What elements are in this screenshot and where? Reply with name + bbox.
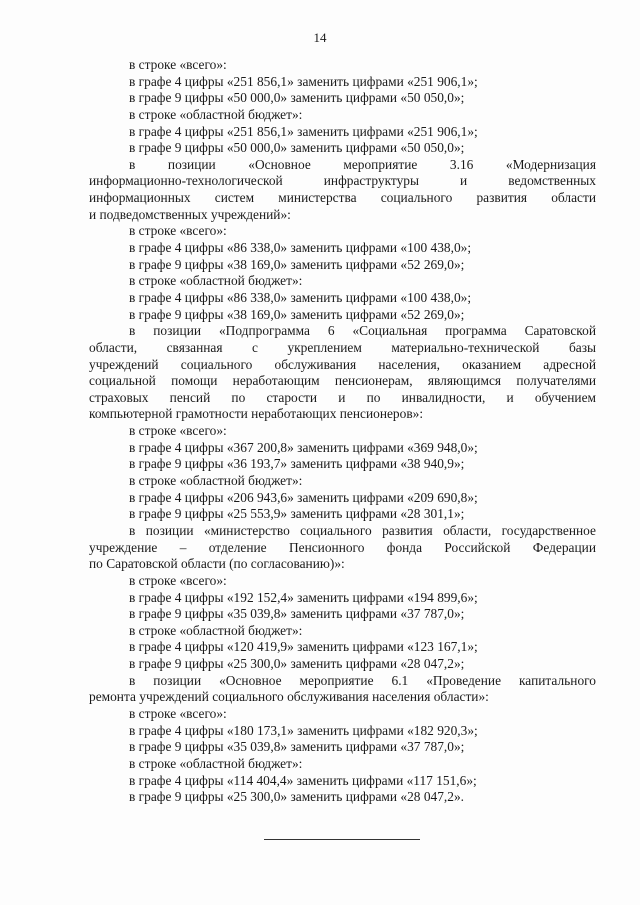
text-line: в строке «всего»: xyxy=(129,57,227,72)
text-line: страховых пенсий по старости и по инвалидности, и обучением xyxy=(89,389,596,405)
text-line: в графе 9 цифры «25 300,0» заменить цифрами «28 047,2»; xyxy=(129,656,465,672)
text-line: в графе 4 цифры «192 152,4» заменить цифрами «194 899,6»; xyxy=(129,589,478,605)
text-line: учреждение – отделение Пенсионного фонда Российской Федерации xyxy=(89,539,596,555)
text-line: информационных систем министерства социального развития области xyxy=(89,190,596,206)
text-line: и подведомственных учреждений»: xyxy=(89,206,291,222)
text-line: в графе 9 цифры «38 169,0» заменить цифрами «52 269,0»; xyxy=(129,306,465,322)
text-line: в позиции «Подпрограмма 6 «Социальная программа Саратовской xyxy=(129,323,596,339)
text-line: информационно-технологической инфраструктуры и ведомственных xyxy=(89,173,596,189)
text-line: в строке «всего»: xyxy=(129,423,227,439)
text-line: в строке «всего»: xyxy=(129,223,227,239)
text-line: в строке «областной бюджет»: xyxy=(129,473,303,489)
text-line: области, связанная с укреплением материально-технической базы xyxy=(89,339,596,355)
text-line: в строке «областной бюджет»: xyxy=(129,106,303,122)
text-line: по Саратовской области (по согласованию)»: xyxy=(89,556,345,572)
text-line: в графе 4 цифры «114 404,4» заменить цифрами «117 151,6»; xyxy=(129,772,477,788)
text-line: в строке «областной бюджет»: xyxy=(129,755,303,771)
text-line: социальной помощи неработающим пенсионерам, являющимся получателями xyxy=(89,373,596,389)
text-line: в графе 4 цифры «120 419,9» заменить цифрами «123 167,1»; xyxy=(129,639,478,655)
text-line: в графе 9 цифры «25 553,9» заменить цифрами «28 301,1»; xyxy=(129,506,465,522)
text-line: в графе 4 цифры «180 173,1» заменить цифрами «182 920,3»; xyxy=(129,722,478,738)
text-line: в строке «всего»: xyxy=(129,572,227,588)
text-line: в графе 9 цифры «50 000,0» заменить цифрами «50 050,0»; xyxy=(129,140,465,156)
text-line: компьютерной грамотности неработающих пенсионеров»: xyxy=(89,406,424,422)
text-line: в графе 4 цифры «206 943,6» заменить цифрами «209 690,8»; xyxy=(129,489,478,505)
text-line: в графе 4 цифры «251 856,1» заменить цифрами «251 906,1»; xyxy=(129,73,478,89)
text-line: в графе 9 цифры «36 193,7» заменить цифрами «38 940,9»; xyxy=(129,456,465,472)
text-line: в позиции «министерство социального развития области, государственное xyxy=(129,522,596,538)
document-body xyxy=(89,57,596,806)
page-number: 14 xyxy=(313,30,327,45)
text-line: в строке «областной бюджет»: xyxy=(129,273,303,289)
text-line: в графе 9 цифры «35 039,8» заменить цифрами «37 787,0»; xyxy=(129,606,465,622)
text-line: в графе 4 цифры «251 856,1» заменить цифрами «251 906,1»; xyxy=(129,123,478,139)
text-line: в позиции «Основное мероприятие 6.1 «Проведение капитального xyxy=(129,672,596,688)
text-line: в графе 4 цифры «367 200,8» заменить цифрами «369 948,0»; xyxy=(129,439,478,455)
end-of-text-rule xyxy=(264,839,420,840)
text-line: в графе 9 цифры «50 000,0» заменить цифрами «50 050,0»; xyxy=(129,90,465,106)
text-line: в позиции «Основное мероприятие 3.16 «Модернизация xyxy=(129,156,596,172)
text-line: ремонта учреждений социального обслуживания населения области»: xyxy=(89,689,489,705)
text-line: в графе 4 цифры «86 338,0» заменить цифрами «100 438,0»; xyxy=(129,240,472,256)
text-line: в графе 9 цифры «25 300,0» заменить цифрами «28 047,2». xyxy=(129,789,464,805)
text-line: в строке «областной бюджет»: xyxy=(129,622,303,638)
text-line: в графе 4 цифры «86 338,0» заменить цифрами «100 438,0»; xyxy=(129,289,472,305)
text-line: в строке «всего»: xyxy=(129,705,227,721)
text-line: учреждений социального обслуживания населения, оказанием адресной xyxy=(89,356,596,372)
text-line: в графе 9 цифры «35 039,8» заменить цифрами «37 787,0»; xyxy=(129,739,465,755)
text-line: в графе 9 цифры «38 169,0» заменить цифрами «52 269,0»; xyxy=(129,256,465,272)
